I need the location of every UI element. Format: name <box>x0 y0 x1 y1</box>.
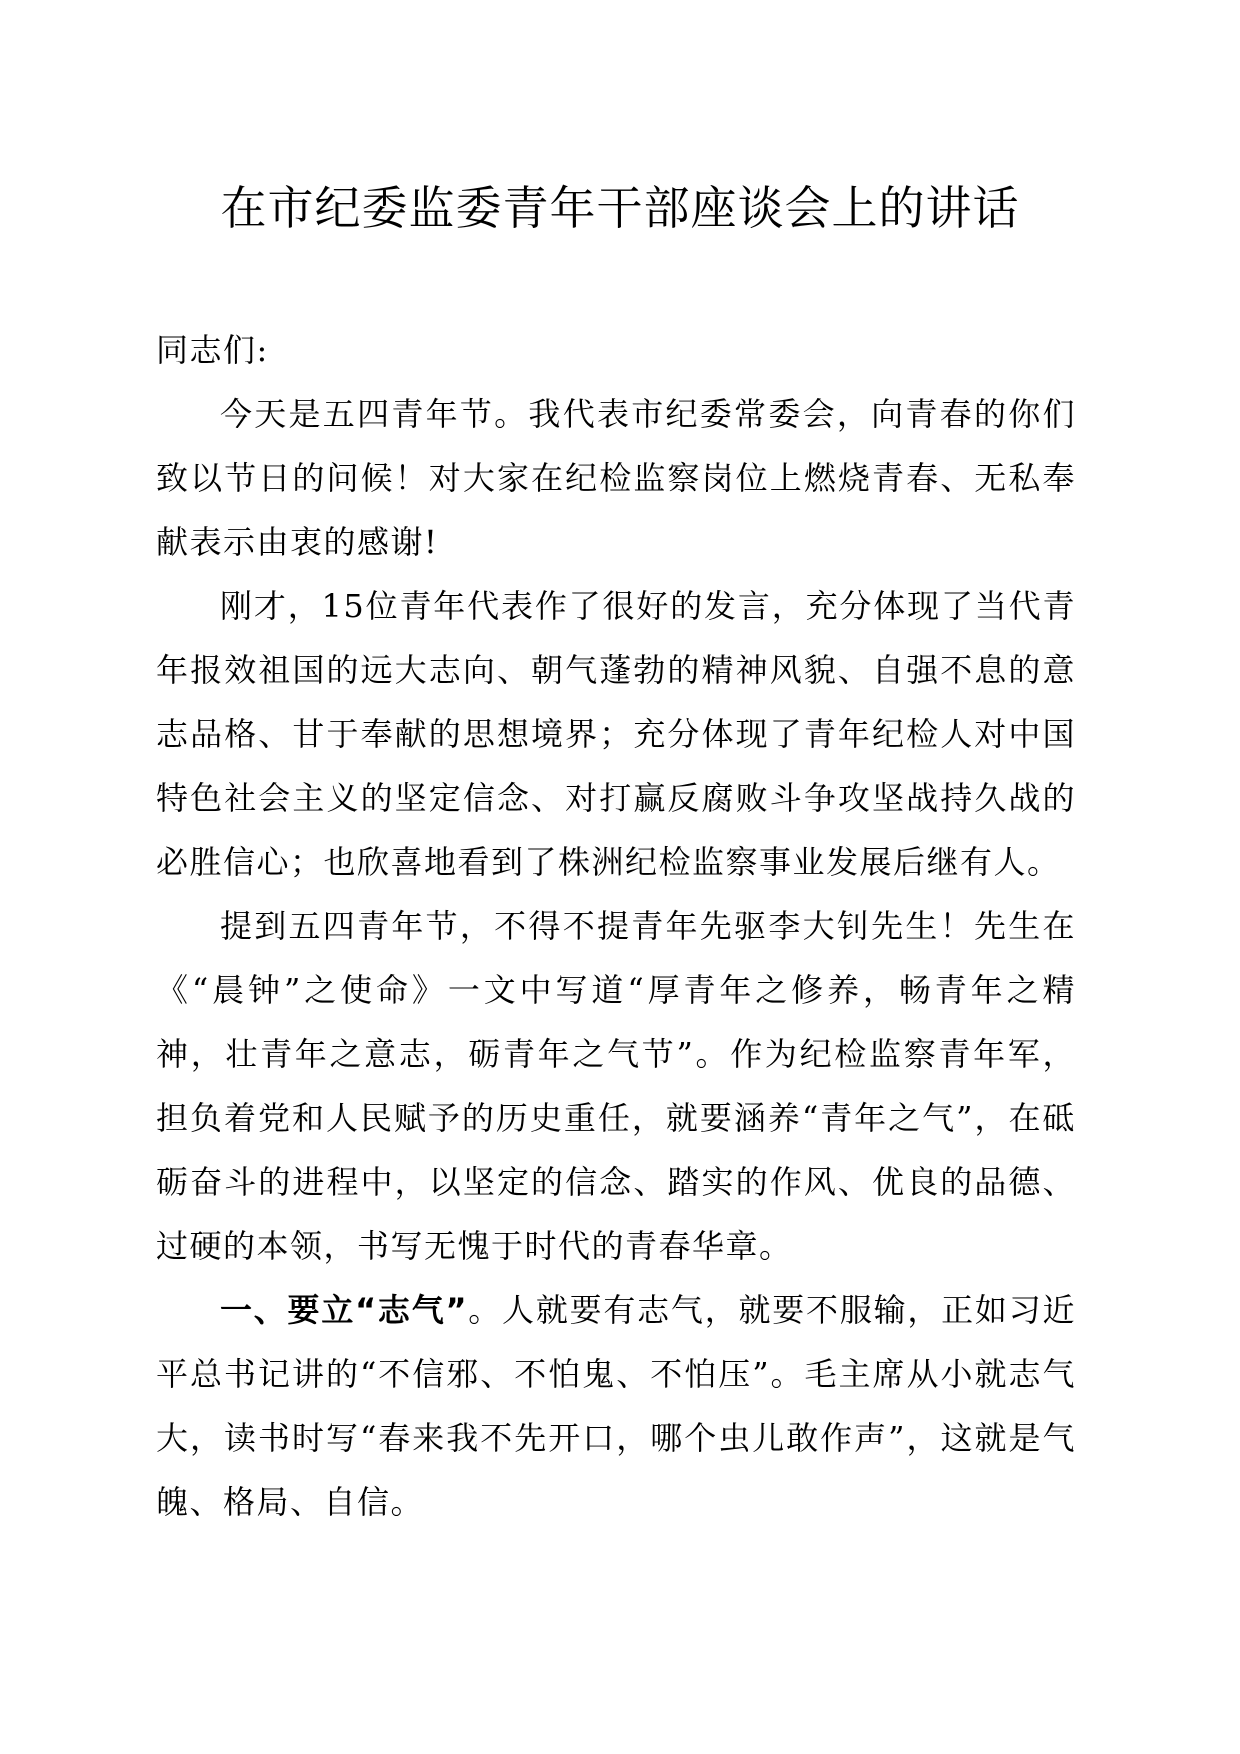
paragraph-2-text: 刚才，15位青年代表作了很好的发言，充分体现了当代青年报效祖国的远大志向、朝气蓬勃的精神风貌、自强不息的意志品格、甘于奉献的思想境界；充分体现了青年纪检人对中国特色社会主义的坚定信念、对打赢反腐败斗争攻坚战持久战的必胜信心；也欣喜地看到了株洲纪检监察事业发展后继有人。 <box>156 587 1076 881</box>
paragraph-1-text: 今天是五四青年节。我代表市纪委常委会，向青春的你们致以节日的问候！对大家在纪检监察岗位上燃烧青春、无私奉献表示由衷的感谢! <box>156 395 1076 561</box>
paragraph-3-text: 提到五四青年节，不得不提青年先驱李大钊先生！先生在《“晨钟”之使命》一文中写道“厚青年之修养，畅青年之精神，壮青年之意志，砺青年之气节”。作为纪检监察青年军，担负着党和人民赋予的历史重任，就要涵养“青年之气”，在砥砺奋斗的进程中，以坚定的信念、踏实的作风、优良的品德、过硬的本领，书写无愧于时代的青春华章。 <box>156 907 1076 1265</box>
salutation: 同志们: <box>156 331 269 369</box>
paragraph-4 <box>156 1278 1076 1534</box>
section-heading: 一、要立“志气” <box>220 1291 468 1329</box>
paragraph-1 <box>156 382 1076 574</box>
paragraph-2 <box>156 574 1076 894</box>
document-title: 在市纪委监委青年干部座谈会上的讲话 <box>220 181 1020 235</box>
document-body <box>156 318 1076 1534</box>
paragraph-3 <box>156 894 1076 1278</box>
paragraph-4-text: 。人就要有志气，就要不服输，正如习近平总书记讲的“不信邪、不怕鬼、不怕压”。毛主席从小就志气大，读书时写“春来我不先开口，哪个虫儿敢作声”，这就是气魄、格局、自信。 <box>156 1291 1076 1521</box>
